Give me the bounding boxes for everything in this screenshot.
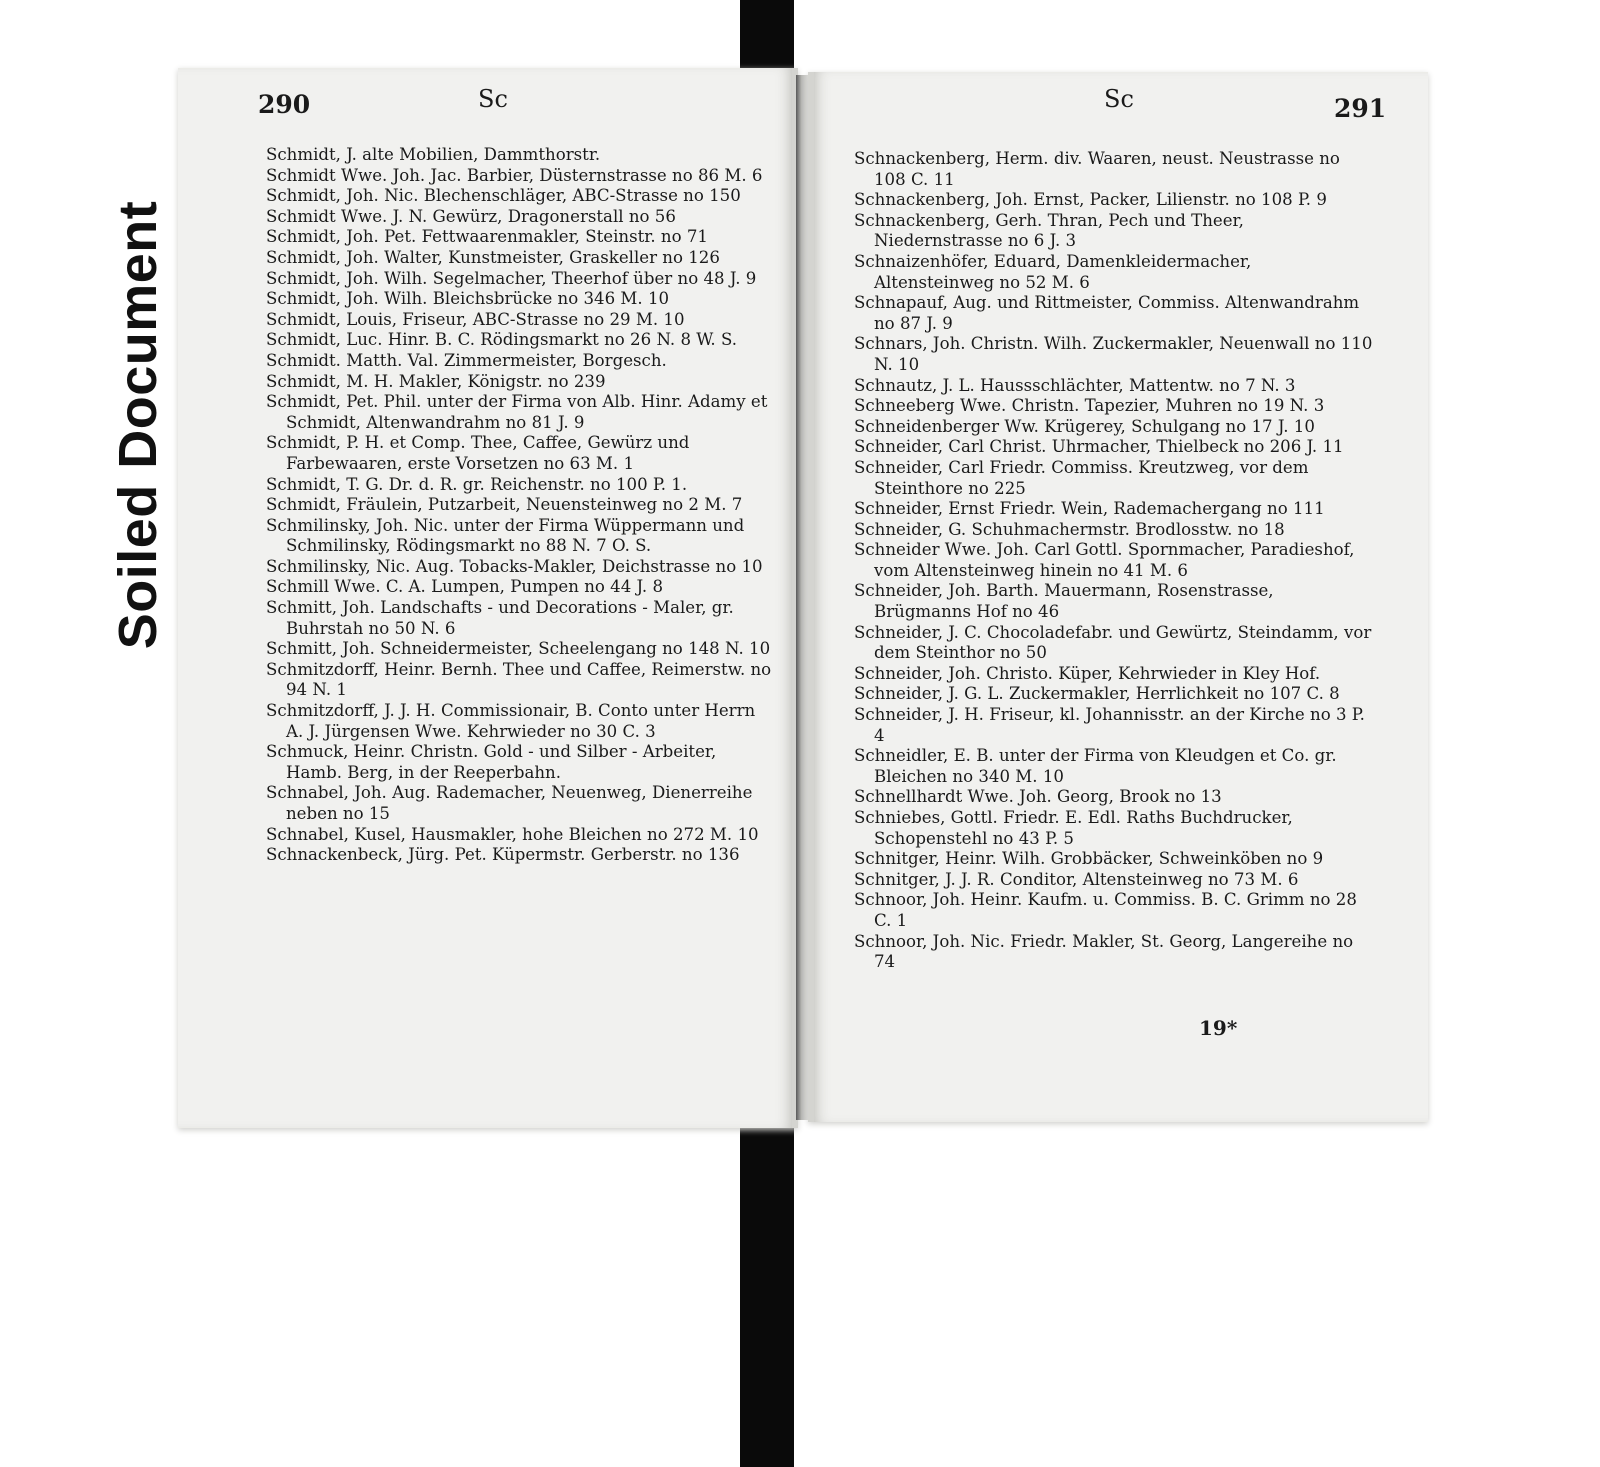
directory-entry: Schmidt, Luc. Hinr. B. C. Rödingsmarkt no 26 N. 8 W. S. bbox=[266, 330, 738, 350]
directory-entry: Schmidt, P. H. et Comp. Thee, Caffee, Gewürz und Farbewaaren, erste Vorsetzen no 63 M. 1 bbox=[266, 433, 690, 473]
directory-entry: Schmidt, Joh. Pet. Fettwaarenmakler, Steinstr. no 71 bbox=[266, 227, 708, 247]
directory-entry: Schmidt, Fräulein, Putzarbeit, Neuensteinweg no 2 M. 7 bbox=[266, 495, 743, 515]
directory-entry: Schmidt, J. alte Mobilien, Dammthorstr. bbox=[266, 145, 601, 164]
left-page-header: Sc bbox=[478, 85, 508, 113]
directory-entry: Schnaizenhöfer, Eduard, Damenkleidermacher, Altensteinweg no 52 M. 6 bbox=[854, 251, 1252, 292]
directory-entry: Schmuck, Heinr. Christn. Gold - und Silber - Arbeiter, Hamb. Berg, in der Reeperbahn. bbox=[266, 742, 717, 782]
directory-entry: Schmidt, Joh. Walter, Kunstmeister, Graskeller no 126 bbox=[266, 247, 720, 267]
directory-entry: Schnabel, Kusel, Hausmakler, hohe Bleichen no 272 M. 10 bbox=[266, 824, 759, 844]
directory-entry: Schneider, Joh. Barth. Mauermann, Rosenstrasse, Brügmanns Hof no 46 bbox=[854, 581, 1274, 622]
soiled-document-label: Soiled Document bbox=[108, 200, 168, 650]
directory-entry: Schneidler, E. B. unter der Firma von Kleudgen et Co. gr. Bleichen no 340 M. 10 bbox=[854, 746, 1337, 786]
directory-entry: Schnitger, Heinr. Wilh. Grobbäcker, Schweinköben no 9 bbox=[854, 849, 1324, 869]
directory-entry: Schneidenberger Ww. Krügerey, Schulgang no 17 J. 10 bbox=[854, 416, 1315, 436]
directory-entry: Schmilinsky, Joh. Nic. unter der Firma Wüppermann und Schmilinsky, Rödingsmarkt no 88 N. 7 O. S. bbox=[266, 515, 745, 556]
directory-entry: Schneider, J. G. L. Zuckermakler, Herrlichkeit no 107 C. 8 bbox=[854, 684, 1340, 704]
directory-entry: Schmill Wwe. C. A. Lumpen, Pumpen no 44 J. 8 bbox=[266, 577, 664, 597]
directory-entry: Schnautz, J. L. Haussschlächter, Mattentw. no 7 N. 3 bbox=[854, 375, 1296, 395]
directory-entry: Schneider, Carl Friedr. Commiss. Kreutzweg, vor dem Steinthore no 225 bbox=[854, 457, 1309, 498]
right-entry-list bbox=[854, 149, 1374, 973]
right-page-header: Sc bbox=[1104, 85, 1134, 113]
directory-entry: Schnars, Joh. Christn. Wilh. Zuckermakler, Neuenwall no 110 N. 10 bbox=[854, 334, 1373, 374]
directory-entry: Schneider Wwe. Joh. Carl Gottl. Spornmacher, Paradieshof, vom Altensteinweg hinein no 41 M. 6 bbox=[854, 540, 1355, 580]
directory-entry: Schmitt, Joh. Schneidermeister, Scheelengang no 148 N. 10 bbox=[266, 639, 771, 659]
directory-entry: Schnoor, Joh. Heinr. Kaufm. u. Commiss. B. C. Grimm no 28 C. 1 bbox=[854, 890, 1357, 930]
directory-entry: Schnackenberg, Joh. Ernst, Packer, Lilienstr. no 108 P. 9 bbox=[854, 190, 1327, 210]
directory-entry: Schneider, Joh. Christo. Küper, Kehrwieder in Kley Hof. bbox=[854, 663, 1321, 683]
directory-entry: Schmidt, T. G. Dr. d. R. gr. Reichenstr. no 100 P. 1. bbox=[266, 474, 688, 494]
directory-entry: Schmidt, Joh. Wilh. Bleichsbrücke no 346 M. 10 bbox=[266, 289, 670, 309]
directory-entry: Schnabel, Joh. Aug. Rademacher, Neuenweg, Dienerreihe neben no 15 bbox=[266, 783, 753, 823]
directory-entry: Schneider, J. C. Chocoladefabr. und Gewürtz, Steindamm, vor dem Steinthor no 50 bbox=[854, 622, 1372, 663]
directory-entry: Schnitger, J. J. R. Conditor, Altensteinweg no 73 M. 6 bbox=[854, 869, 1299, 889]
left-page-number: 290 bbox=[258, 90, 311, 119]
directory-entry: Schmitzdorff, Heinr. Bernh. Thee und Caffee, Reimerstw. no 94 N. 1 bbox=[266, 659, 772, 700]
directory-entry: Schneeberg Wwe. Christn. Tapezier, Muhren no 19 N. 3 bbox=[854, 396, 1325, 416]
directory-entry: Schmidt, Joh. Nic. Blechenschläger, ABC-Strasse no 150 bbox=[266, 186, 741, 206]
directory-entry: Schnapauf, Aug. und Rittmeister, Commiss. Altenwandrahm no 87 J. 9 bbox=[854, 293, 1360, 333]
binding-strip-bottom bbox=[740, 1115, 794, 1467]
directory-entry: Schmitt, Joh. Landschafts - und Decorations - Maler, gr. Buhrstah no 50 N. 6 bbox=[266, 598, 734, 638]
directory-entry: Schnackenberg, Herm. div. Waaren, neust. Neustrasse no 108 C. 11 bbox=[854, 149, 1340, 189]
directory-entry: Schnackenbeck, Jürg. Pet. Küpermstr. Gerberstr. no 136 bbox=[266, 845, 740, 865]
directory-entry: Schmidt, M. H. Makler, Königstr. no 239 bbox=[266, 371, 606, 391]
directory-entry: Schneider, J. H. Friseur, kl. Johannisstr. an der Kirche no 3 P. 4 bbox=[854, 705, 1365, 745]
directory-entry: Schmidt, Joh. Wilh. Segelmacher, Theerhof über no 48 J. 9 bbox=[266, 268, 757, 288]
directory-entry: Schmilinsky, Nic. Aug. Tobacks-Makler, Deichstrasse no 10 bbox=[266, 556, 763, 576]
directory-entry: Schmidt, Louis, Friseur, ABC-Strasse no 29 M. 10 bbox=[266, 309, 685, 329]
directory-entry: Schnoor, Joh. Nic. Friedr. Makler, St. Georg, Langereihe no 74 bbox=[854, 931, 1354, 972]
right-page-number: 291 bbox=[1334, 94, 1387, 123]
directory-entry: Schneider, Carl Christ. Uhrmacher, Thielbeck no 206 J. 11 bbox=[854, 437, 1344, 457]
left-page bbox=[178, 68, 798, 1128]
signature-mark: 19* bbox=[1199, 1016, 1238, 1040]
directory-entry: Schmidt. Matth. Val. Zimmermeister, Borgesch. bbox=[266, 350, 667, 370]
directory-entry: Schmidt, Pet. Phil. unter der Firma von Alb. Hinr. Adamy et Schmidt, Altenwandrahm no 81 J. 9 bbox=[266, 392, 768, 432]
left-entry-list bbox=[266, 145, 776, 866]
directory-entry: Schnackenberg, Gerh. Thran, Pech und Theer, Niedernstrasse no 6 J. 3 bbox=[854, 210, 1244, 251]
directory-entry: Schniebes, Gottl. Friedr. E. Edl. Raths Buchdrucker, Schopenstehl no 43 P. 5 bbox=[854, 808, 1293, 848]
directory-entry: Schnellhardt Wwe. Joh. Georg, Brook no 13 bbox=[854, 787, 1222, 807]
directory-entry: Schneider, G. Schuhmachermstr. Brodlosstw. no 18 bbox=[854, 519, 1285, 539]
right-page bbox=[808, 72, 1428, 1122]
directory-entry: Schmitzdorff, J. J. H. Commissionair, B. Conto unter Herrn A. J. Jürgensen Wwe. Kehrwieder no 30 C. 3 bbox=[266, 701, 756, 741]
directory-entry: Schmidt Wwe. J. N. Gewürz, Dragonerstall no 56 bbox=[266, 206, 676, 226]
directory-entry: Schneider, Ernst Friedr. Wein, Rademachergang no 111 bbox=[854, 499, 1325, 519]
directory-entry: Schmidt Wwe. Joh. Jac. Barbier, Düsternstrasse no 86 M. 6 bbox=[266, 165, 763, 185]
